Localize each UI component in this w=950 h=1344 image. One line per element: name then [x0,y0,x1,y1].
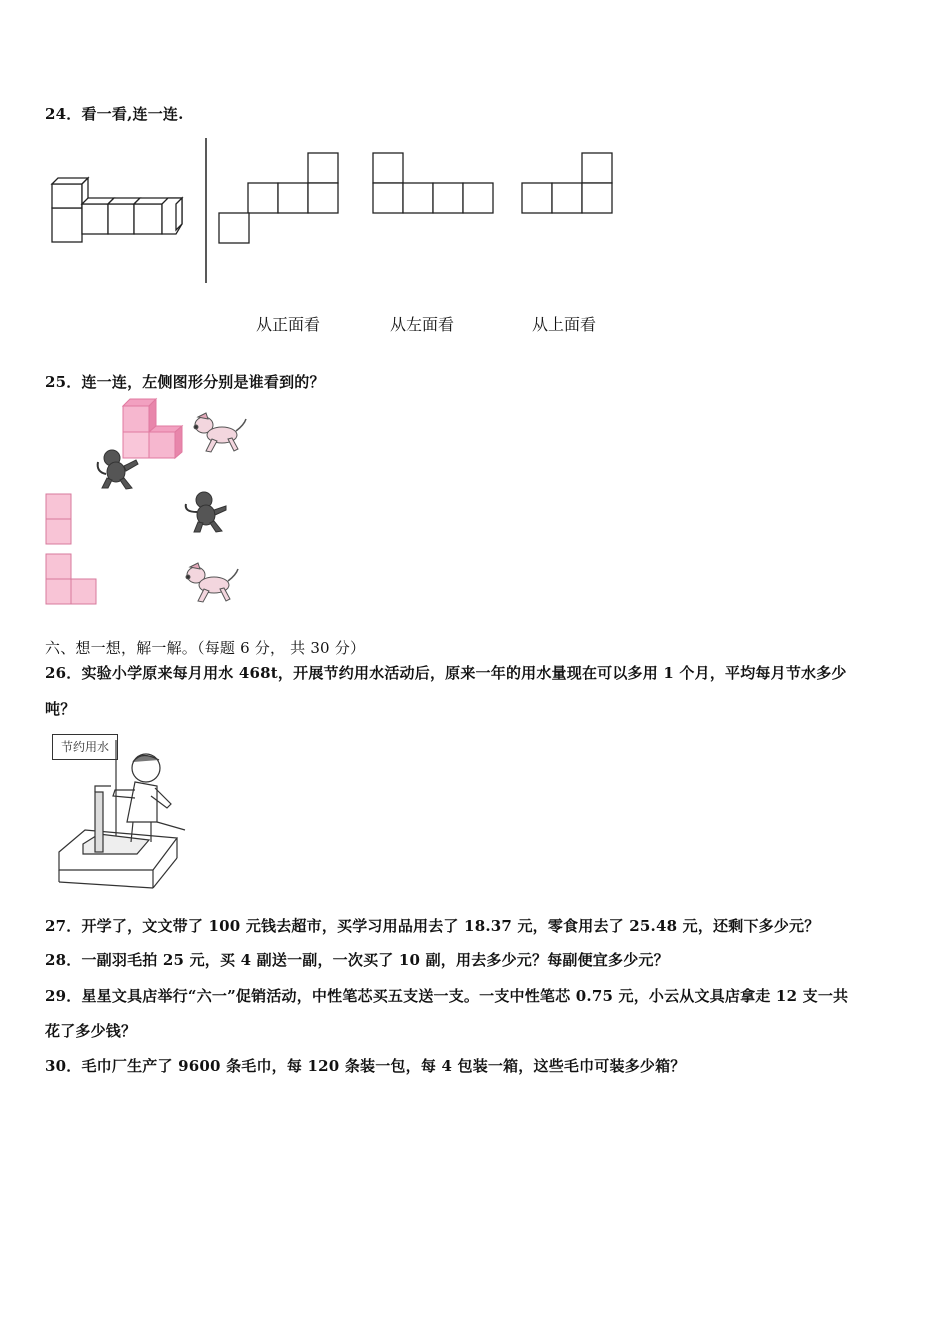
section-6-title: 六、想一想，解一解。（每题 6 分， 共 30 分） [45,639,366,657]
water-saving-illustration [45,730,190,890]
q29-text-line2: 花了多少钱？ [45,1022,137,1040]
q24-3d-cubes-figure [48,178,188,246]
q30-text: 30．毛巾厂生产了 9600 条毛巾，每 120 条装一包，每 4 包装一箱，这些毛巾可装多少箱？ [45,1057,686,1075]
q24-view-shape-c [521,152,615,214]
dog-icon [190,413,248,457]
q25-title: 25．连一连，左侧图形分别是谁看到的？ [45,373,325,391]
dog-icon [182,563,240,607]
q27-text: 27．开学了，文文带了 100 元钱去超市，买学习用品用去了 18.37 元，零食用去了 25.48 元，还剩下多少元？ [45,917,820,935]
q25-shape-l [45,553,99,607]
q24-view-shape-b [372,152,496,214]
q24-divider-line [205,138,209,283]
q26-text-line2: 吨？ [45,700,76,718]
q26-text-line1: 26．实验小学原来每月用水 468t，开展节约用水活动后，原来一年的用水量现在可以多用 1 个月，平均每月节水多少 [45,664,847,682]
q24-title: 24．看一看,连一连. [45,105,184,123]
view-label-front: 从正面看 [256,315,321,334]
q28-text: 28．一副羽毛拍 25 元，买 4 副送一副，一次买了 10 副，用去多少元？每副便宜多少元？ [45,951,669,969]
q24-view-shape-a [218,152,340,244]
view-label-top: 从上面看 [532,315,597,334]
monkey-icon [182,490,228,534]
monkey-icon [94,448,140,490]
water-saving-sign: 节约用水 [52,734,118,760]
q29-text-line1: 29．星星文具店举行“六一”促销活动，中性笔芯买五支送一支。一支中性笔芯 0.75 元，小云从文具店拿走 12 支一共 [45,987,849,1005]
q25-shape-two-stack [45,493,73,547]
view-label-left: 从左面看 [390,315,455,334]
boy-at-tap-drawing [45,730,190,890]
